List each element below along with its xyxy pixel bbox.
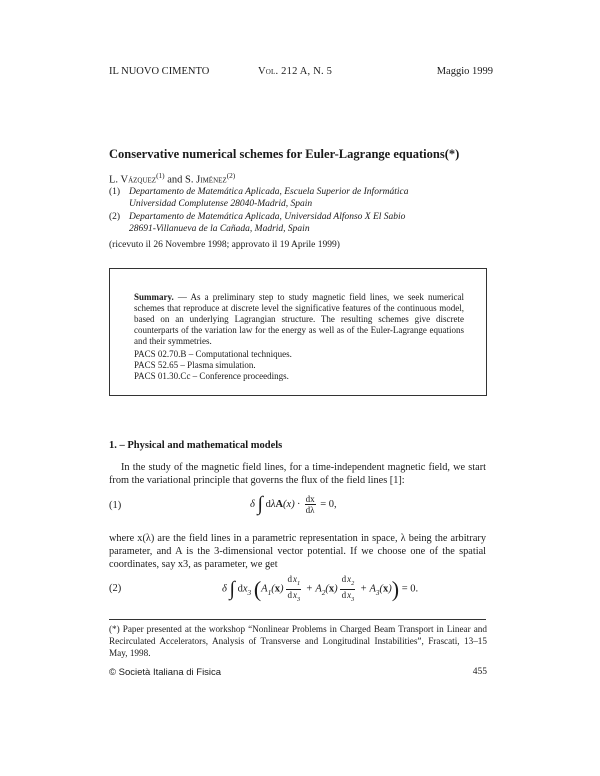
- author-1-surname: ázquez: [128, 174, 157, 186]
- equation-2-number: (2): [109, 583, 122, 594]
- equation-2: δ ∫ $dx_3$ ($A_1(x)$ $\frac{dx_1}{dx_3}$ + $A_2(x)$ $\frac{dx_2}{dx_3}$ + $A_3(x)) = 0$.: [222, 574, 419, 603]
- affiliation-line: 28691-Villanueva de la Cañada, Madrid, Spain: [129, 224, 310, 234]
- affiliation-2: [109, 211, 499, 235]
- issue-date: Maggio 1999: [436, 66, 493, 77]
- journal-name: IL NUOVO CIMENTO: [109, 66, 210, 77]
- copyright-notice: © Società Italiana di Fisica: [109, 667, 222, 678]
- paper-title: Conservative numerical schemes for Euler-Lagrange equations(*): [109, 147, 460, 161]
- equation-1: δ ∫ dλA(x) · $\frac{dx}{d\lambda}$ = 0,: [250, 493, 337, 515]
- author-1-mark: (1): [156, 171, 165, 180]
- volume-rest: ol. 212 A, N. 5: [265, 66, 333, 77]
- pacs-code: PACS 02.70.B – Computational techniques.: [134, 349, 292, 359]
- pacs-code: PACS 52.65 – Plasma simulation.: [134, 360, 256, 370]
- body-paragraph-1: In the study of the magnetic field lines, for a time-independent magnetic field, we start from the variational principle that governs the flux of the field lines [1]:: [109, 462, 486, 487]
- affiliation-line: Universidad Complutense 28040-Madrid, Spain: [129, 199, 313, 209]
- affiliation-mark: (1): [109, 187, 121, 197]
- author-joiner: and S. J: [164, 174, 201, 186]
- pacs-code: PACS 01.30.Cc – Conference proceedings.: [134, 371, 289, 381]
- affiliation-line: Departamento de Matemática Aplicada, Escuela Superior de Informática: [129, 187, 409, 197]
- volume-info: [258, 66, 332, 77]
- volume-prefix: V: [258, 66, 266, 77]
- summary-text: [134, 292, 464, 347]
- summary-label: Summary.: [134, 292, 174, 302]
- authors-line: [109, 171, 235, 186]
- summary-body: — As a preliminary step to study magnetic field lines, we seek numerical schemes that reproduce at discrete level the significative features of the continuous model, based on an underlying Lagrangian structure. The resulting schemes give discrete counterparts of the variation law for the energy as well as of the Euler-Lagrange equations and their symmetries.: [134, 292, 464, 346]
- section-heading: 1. – Physical and mathematical models: [109, 440, 283, 451]
- affiliation-line: Departamento de Matemática Aplicada, Universidad Alfonso X El Sabio: [129, 212, 406, 222]
- received-dates: (ricevuto il 26 Novembre 1998; approvato il 19 Aprile 1999): [109, 240, 340, 250]
- equation-1-number: (1): [109, 500, 122, 511]
- page-number: 455: [472, 667, 487, 677]
- author-1-initial: L. V: [109, 174, 129, 186]
- author-2-surname: iménez: [200, 174, 227, 186]
- author-2-mark: (2): [226, 171, 236, 180]
- affiliation-1: [109, 186, 499, 210]
- affiliation-mark: (2): [109, 212, 121, 222]
- footnote-rule: [109, 619, 486, 620]
- footnote: (*) Paper presented at the workshop “Nonlinear Problems in Charged Beam Transport in Linear and Recirculated Accelerators, Analysis of Transverse and Longitudinal Instabilities”, Frascati, 13–15 May, 1998.: [109, 624, 487, 658]
- body-paragraph-2: where x(λ) are the field lines in a parametric representation in space, λ being the arbitrary parameter, and A is the 3-dimensional vector potential. If we choose one of the spatial coordinates, say x3, as parameter, we get: [109, 533, 486, 571]
